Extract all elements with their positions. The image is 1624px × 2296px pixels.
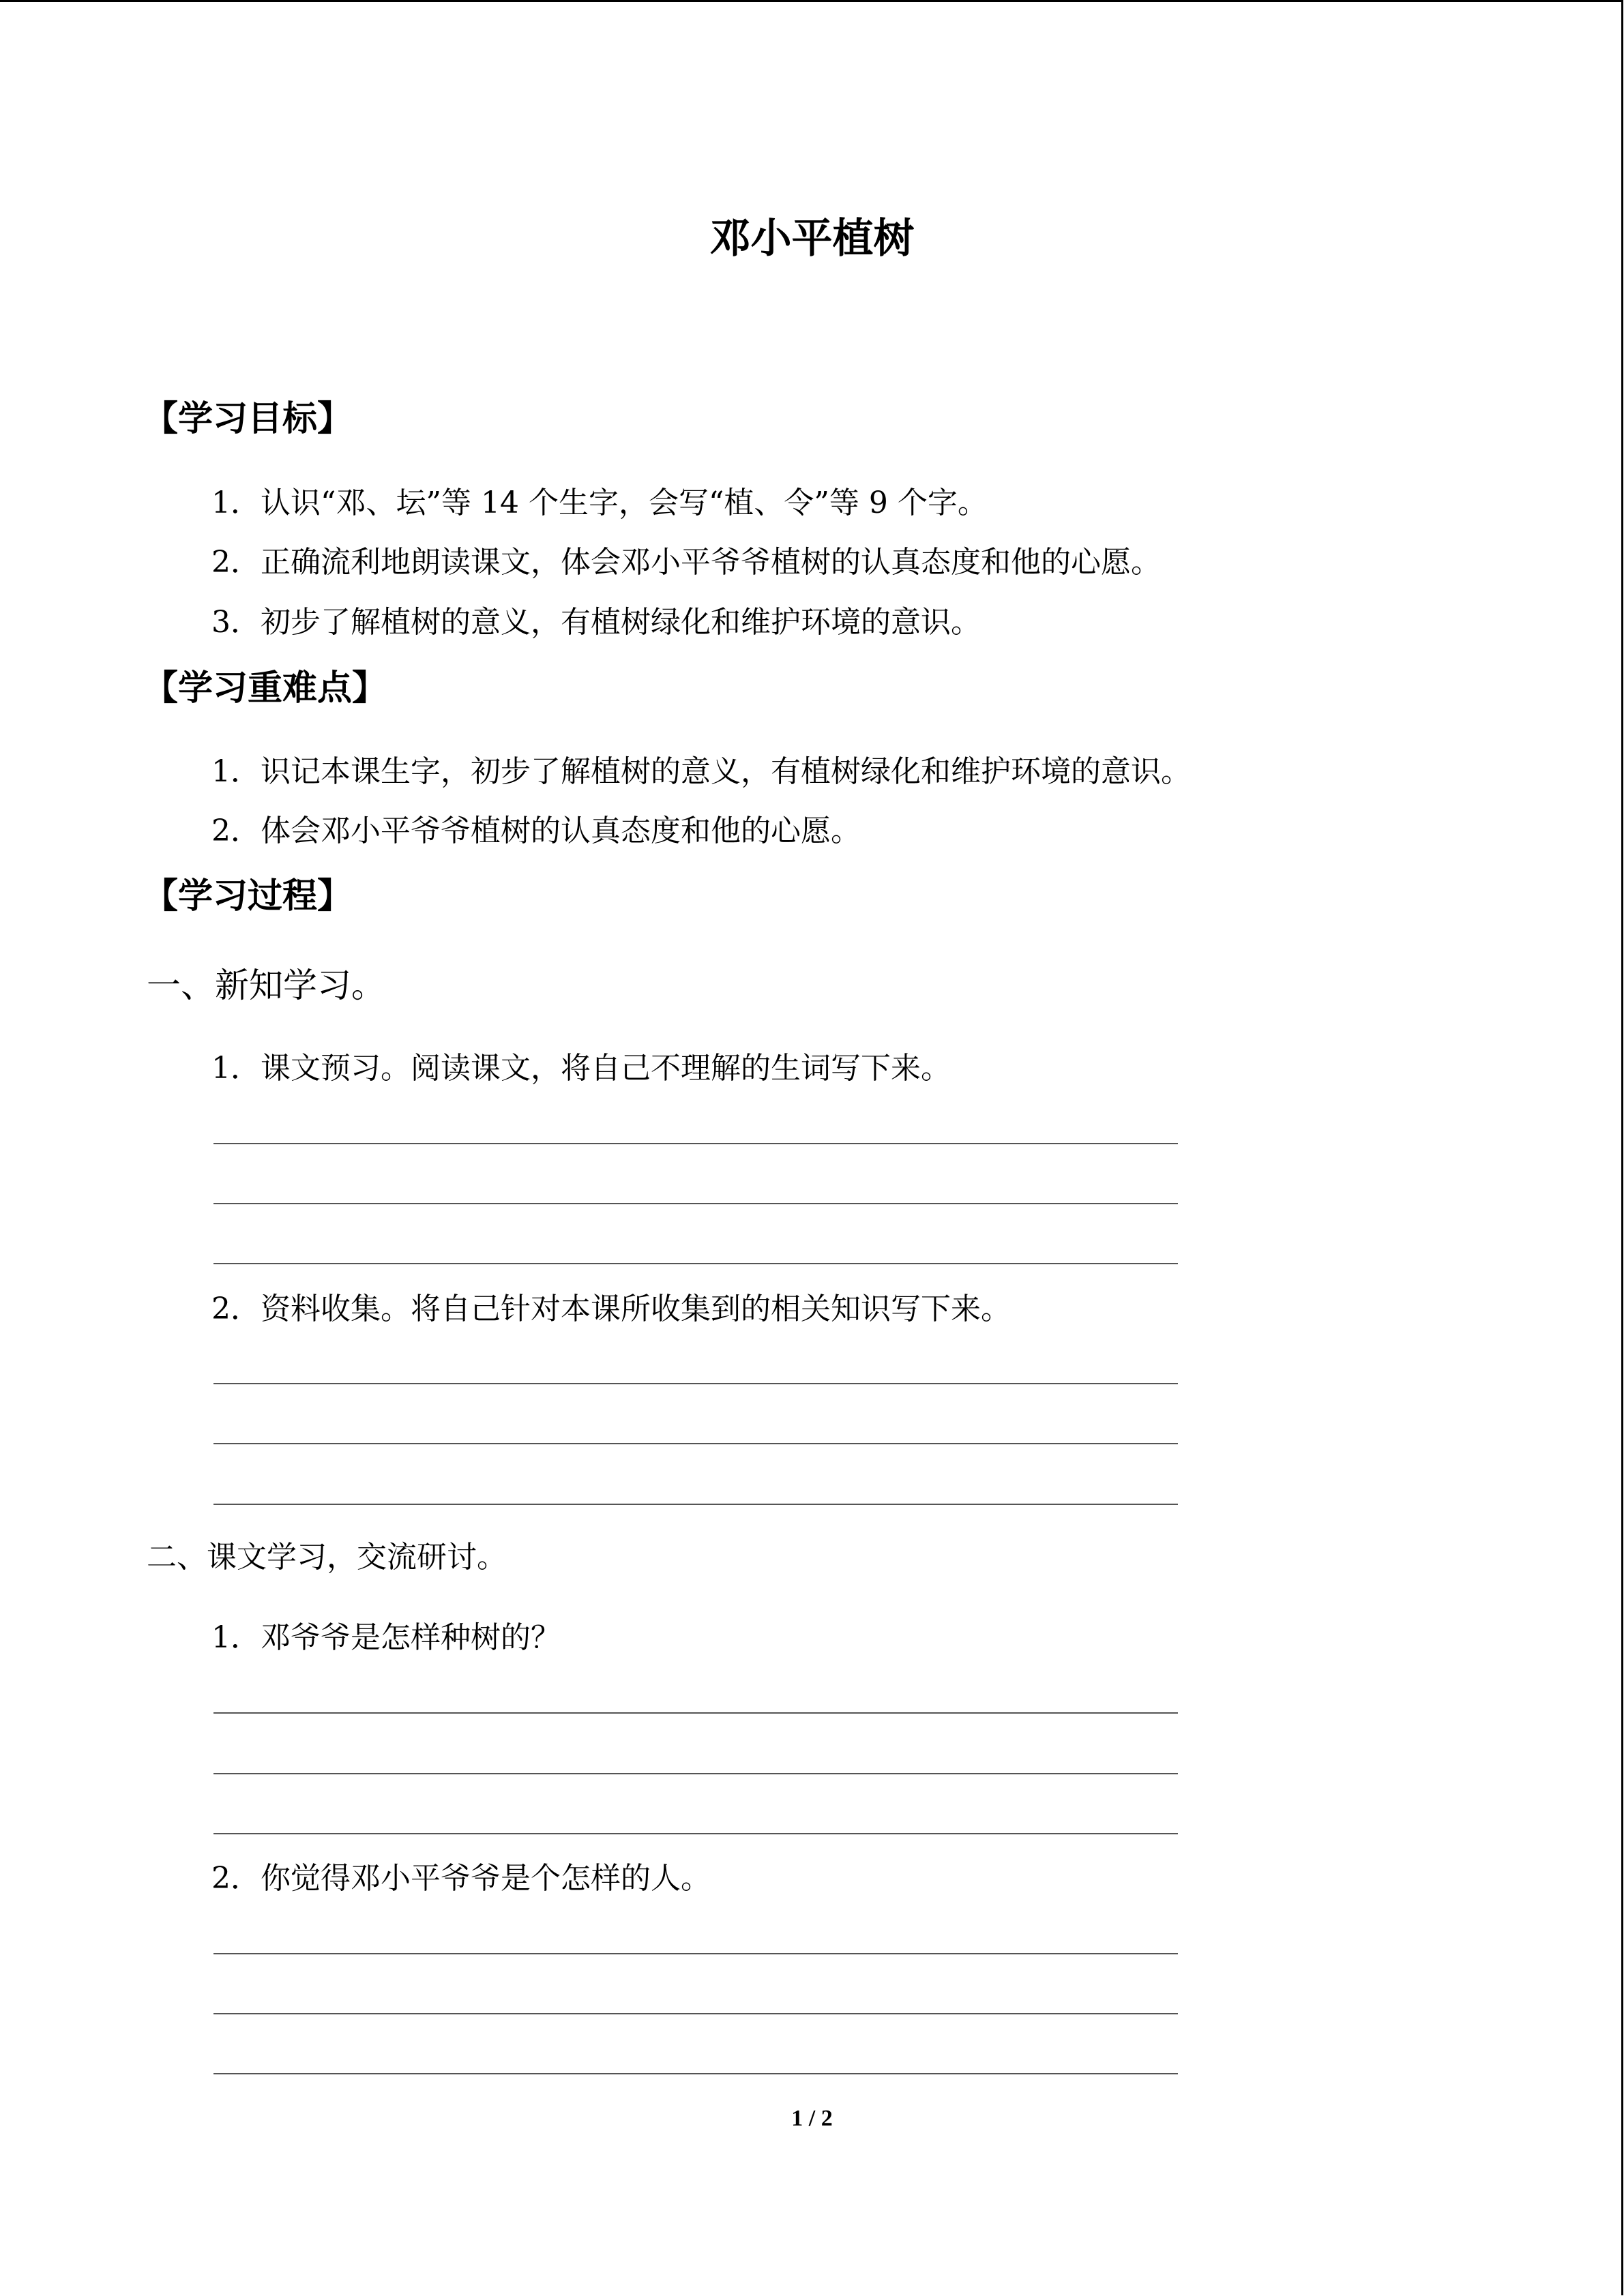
answer-line[interactable] [213, 1203, 1178, 1204]
part2-heading: 二、课文学习，交流研讨。 [147, 1540, 507, 1575]
part1-heading: 一、新知学习。 [147, 966, 385, 1005]
page-number: 1 / 2 [791, 2106, 833, 2131]
answer-line[interactable] [213, 2013, 1178, 2014]
answer-line[interactable] [213, 1833, 1178, 1834]
objectives-heading: 【学习目标】 [143, 399, 353, 439]
answer-line[interactable] [213, 1953, 1178, 1954]
objective-item-1: 1．认识“邓、坛”等 14 个生字，会写“植、令”等 9 个字。 [211, 486, 988, 520]
answer-line[interactable] [213, 1383, 1178, 1384]
answer-line[interactable] [213, 1263, 1178, 1264]
objective-item-2: 2．正确流利地朗读课文，体会邓小平爷爷植树的认真态度和他的心愿。 [211, 545, 1161, 580]
answer-line[interactable] [213, 1712, 1178, 1714]
key-point-item-2: 2．体会邓小平爷爷植树的认真态度和他的心愿。 [211, 814, 861, 848]
key-point-item-1: 1．识记本课生字，初步了解植树的意义，有植树绿化和维护环境的意识。 [211, 754, 1191, 789]
answer-line[interactable] [213, 1443, 1178, 1444]
part1-question-2: 2．资料收集。将自己针对本课所收集到的相关知识写下来。 [211, 1292, 1011, 1326]
process-heading: 【学习过程】 [143, 876, 353, 916]
key-points-heading: 【学习重难点】 [143, 668, 387, 709]
objective-item-3: 3．初步了解植树的意义，有植树绿化和维护环境的意识。 [211, 605, 981, 640]
part2-question-1: 1．邓爷爷是怎样种树的？ [211, 1620, 561, 1655]
part1-question-1: 1．课文预习。阅读课文，将自己不理解的生词写下来。 [211, 1051, 951, 1086]
document-title: 邓小平植树 [709, 215, 915, 263]
answer-line[interactable] [213, 1773, 1178, 1774]
answer-line[interactable] [213, 1504, 1178, 1505]
answer-line[interactable] [213, 1143, 1178, 1144]
answer-line[interactable] [213, 2073, 1178, 2074]
part2-question-2: 2．你觉得邓小平爷爷是个怎样的人。 [211, 1861, 711, 1896]
